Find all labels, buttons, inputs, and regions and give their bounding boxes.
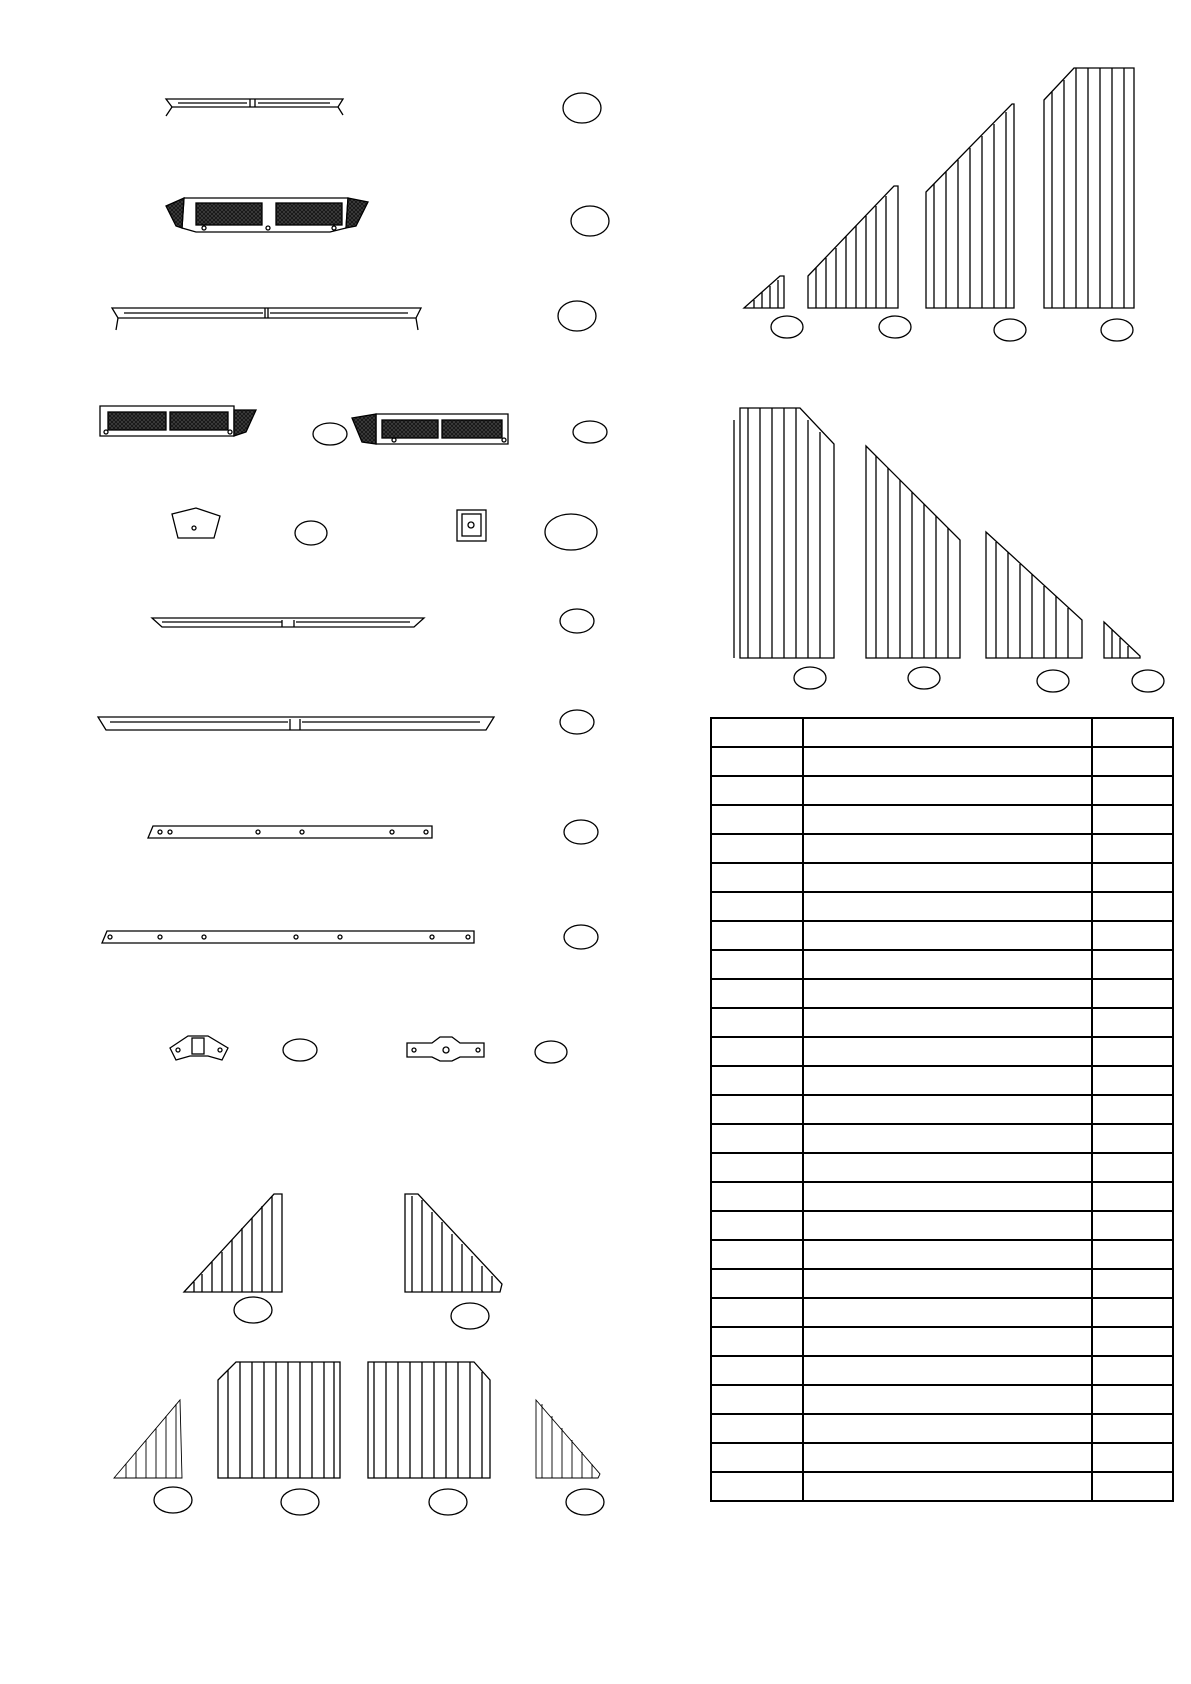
gable-panel-xxs-part: [1104, 622, 1140, 658]
part-callout: [295, 521, 327, 545]
part-callout: [560, 710, 594, 734]
part-callout: [1132, 670, 1164, 692]
part-callout: [545, 514, 597, 550]
splice-plate-part: [407, 1037, 484, 1061]
gable-panel-l-part: [1044, 68, 1134, 308]
flat-strip-long-part: [102, 931, 474, 943]
medium-rail-part: [152, 618, 424, 627]
side-panel-b-part: [218, 1362, 340, 1478]
flat-strip-short-part: [148, 826, 432, 838]
part-callout: [564, 925, 598, 949]
table-frame: [711, 718, 1173, 1501]
part-callout: [1101, 319, 1133, 341]
gable-panel-right-part: [405, 1194, 502, 1292]
part-callout: [879, 316, 911, 338]
side-panel-c-part: [368, 1362, 490, 1478]
gable-panel-ml-part: [866, 446, 960, 658]
long-rail-part: [112, 308, 421, 330]
part-callout: [451, 1303, 489, 1329]
part-callout: [313, 423, 347, 445]
side-grille-left-part: [100, 406, 256, 436]
gable-panel-m-part: [926, 104, 1014, 308]
part-callout: [535, 1041, 567, 1063]
part-callout: [429, 1489, 467, 1515]
part-callout: [573, 421, 607, 443]
vent-grille-part: [166, 198, 368, 232]
part-callout: [560, 609, 594, 633]
part-callout: [154, 1487, 192, 1513]
pentagon-plate-part: [172, 508, 220, 538]
part-callout: [994, 319, 1026, 341]
gable-panel-xl-part: [734, 408, 834, 658]
gable-panel-left-part: [184, 1194, 282, 1292]
side-panel-a-part: [114, 1400, 182, 1478]
square-bracket-part: [457, 510, 486, 541]
part-callout: [908, 667, 940, 689]
part-callout: [563, 93, 601, 123]
part-callout: [283, 1039, 317, 1061]
part-callout: [771, 316, 803, 338]
part-callout: [564, 820, 598, 844]
corner-bracket-part: [170, 1036, 228, 1060]
side-grille-right-part: [352, 414, 508, 444]
gable-panel-xs-part: [744, 276, 784, 308]
extra-long-rail-part: [98, 717, 494, 730]
short-rail-part: [166, 99, 343, 116]
part-callout: [558, 301, 596, 331]
part-callout: [794, 667, 826, 689]
part-callout: [571, 206, 609, 236]
part-callout: [281, 1489, 319, 1515]
part-callout: [234, 1297, 272, 1323]
part-callout: [566, 1489, 604, 1515]
gable-panel-ms-part: [986, 532, 1082, 658]
parts-list-table: [711, 718, 1173, 1501]
part-callout: [1037, 670, 1069, 692]
gable-panel-s-part: [808, 186, 898, 308]
side-panel-d-part: [536, 1400, 600, 1478]
